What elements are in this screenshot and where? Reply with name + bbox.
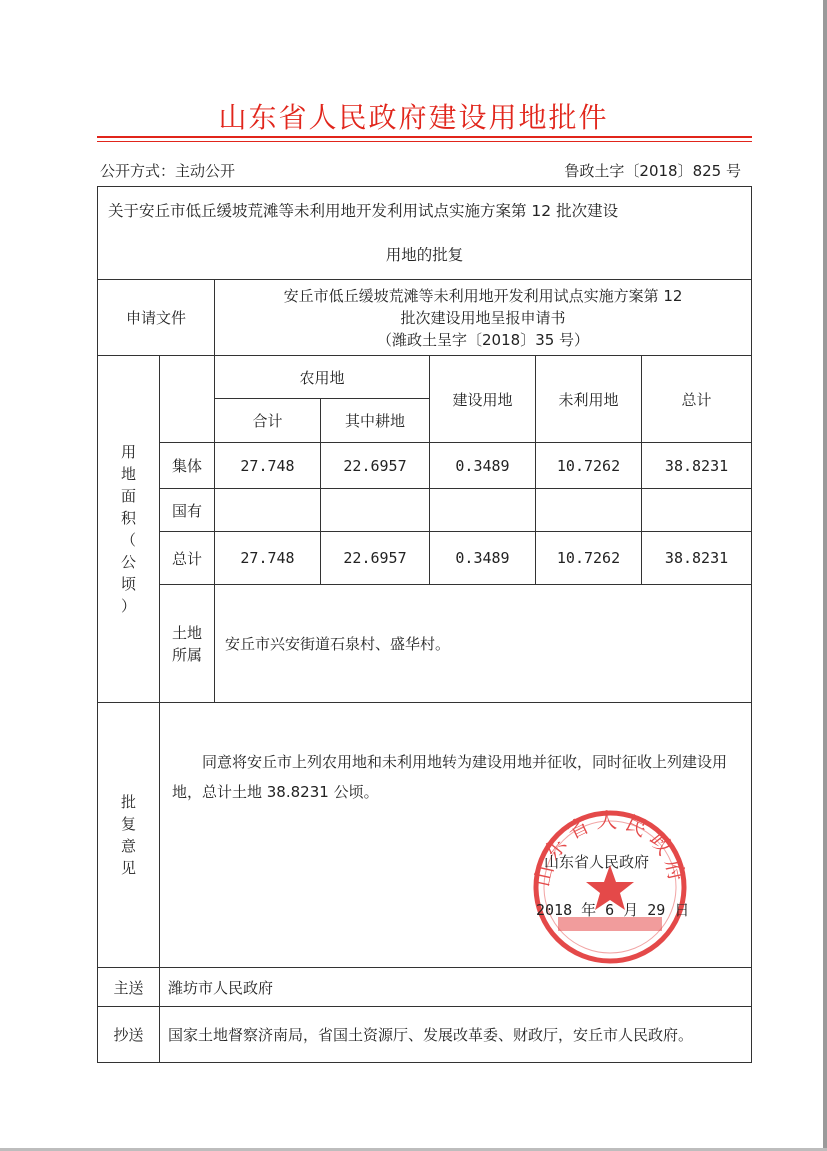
row-label-collective: 集体	[160, 443, 215, 489]
disclosure-mode: 公开方式：主动公开	[100, 162, 236, 180]
ownership-label-line: 所属	[171, 645, 202, 664]
subject-line-2: 用地的批复	[385, 246, 464, 264]
application-line-2: 批次建设用地呈报申请书	[400, 308, 566, 327]
signing-date: 2018 年 6 月 29 日	[536, 901, 690, 919]
header-cultivated: 其中耕地	[321, 399, 430, 443]
approval-opinion	[160, 703, 752, 968]
cell-unused: 10.7262	[536, 443, 642, 489]
application-label: 申请文件	[98, 280, 215, 356]
header-total: 总计	[642, 356, 752, 443]
land-area-char: 用	[120, 443, 136, 461]
approval-label-char: 见	[120, 859, 136, 877]
cell-cultivated	[321, 489, 430, 532]
cell-subtotal: 27.748	[215, 532, 321, 585]
signing-authority: 山东省人民政府	[544, 853, 650, 871]
subject-cell	[98, 187, 752, 280]
row-label-state: 国有	[160, 489, 215, 532]
cell-unused	[536, 489, 642, 532]
official-seal	[530, 807, 690, 967]
land-area-char: 顷	[120, 575, 136, 593]
cell-construction: 0.3489	[430, 532, 536, 585]
corner-cell	[160, 356, 215, 443]
land-area-char: ）	[120, 597, 136, 615]
cell-total: 38.8231	[642, 443, 752, 489]
table-row	[98, 443, 752, 489]
title-rule-thin	[97, 141, 752, 142]
main-recipient: 潍坊市人民政府	[160, 968, 752, 1007]
land-area-char: 面	[120, 487, 136, 505]
application-document	[215, 280, 752, 356]
svg-text:山东省人民政府: 山东省人民政府	[530, 808, 690, 889]
main-recipient-label: 主送	[98, 968, 160, 1007]
cell-construction: 0.3489	[430, 443, 536, 489]
cell-subtotal	[215, 489, 321, 532]
approval-label-char: 意	[120, 837, 136, 855]
header-subtotal: 合计	[215, 399, 321, 443]
row-label-total: 总计	[160, 532, 215, 585]
approval-table	[97, 186, 752, 1063]
header-farmland: 农用地	[215, 356, 430, 399]
page-edge	[823, 0, 827, 1151]
land-area-char: 公	[120, 553, 136, 571]
document-number: 鲁政土字〔2018〕825 号	[564, 162, 741, 180]
approval-label	[98, 703, 160, 968]
table-row	[98, 532, 752, 585]
cell-construction	[430, 489, 536, 532]
header-construction: 建设用地	[430, 356, 536, 443]
cell-total	[642, 489, 752, 532]
subject-line-1: 关于安丘市低丘缓坡荒滩等未利用地开发利用试点实施方案第 12 批次建设	[108, 202, 619, 220]
table-row	[98, 489, 752, 532]
ownership-value: 安丘市兴安街道石泉村、盛华村。	[215, 585, 752, 703]
approval-text: 同意将安丘市上列农用地和未利用地转为建设用地并征收，同时征收上列建设用地，总计土地 38.8231 公顷。	[172, 753, 728, 801]
cc-recipients: 国家土地督察济南局，省国土资源厅、发展改革委、财政厅，安丘市人民政府。	[160, 1007, 752, 1063]
cell-cultivated: 22.6957	[321, 443, 430, 489]
land-area-char: 地	[120, 465, 136, 483]
application-line-1: 安丘市低丘缓坡荒滩等未利用地开发利用试点实施方案第 12	[283, 286, 683, 305]
cell-subtotal: 27.748	[215, 443, 321, 489]
header-unused: 未利用地	[536, 356, 642, 443]
land-area-char: 积	[120, 509, 136, 527]
document-title: 山东省人民政府建设用地批件	[218, 101, 609, 134]
ownership-label	[160, 585, 215, 703]
title-rule-thick	[97, 136, 752, 138]
approval-label-char: 复	[120, 815, 136, 833]
approval-label-char: 批	[120, 793, 136, 811]
land-area-char: （	[120, 531, 136, 549]
application-line-3: （潍政土呈字〔2018〕35 号）	[377, 330, 590, 349]
ownership-label-line: 土地	[171, 623, 202, 642]
cell-unused: 10.7262	[536, 532, 642, 585]
land-area-label	[98, 356, 160, 703]
cc-label: 抄送	[98, 1007, 160, 1063]
cell-total: 38.8231	[642, 532, 752, 585]
cell-cultivated: 22.6957	[321, 532, 430, 585]
